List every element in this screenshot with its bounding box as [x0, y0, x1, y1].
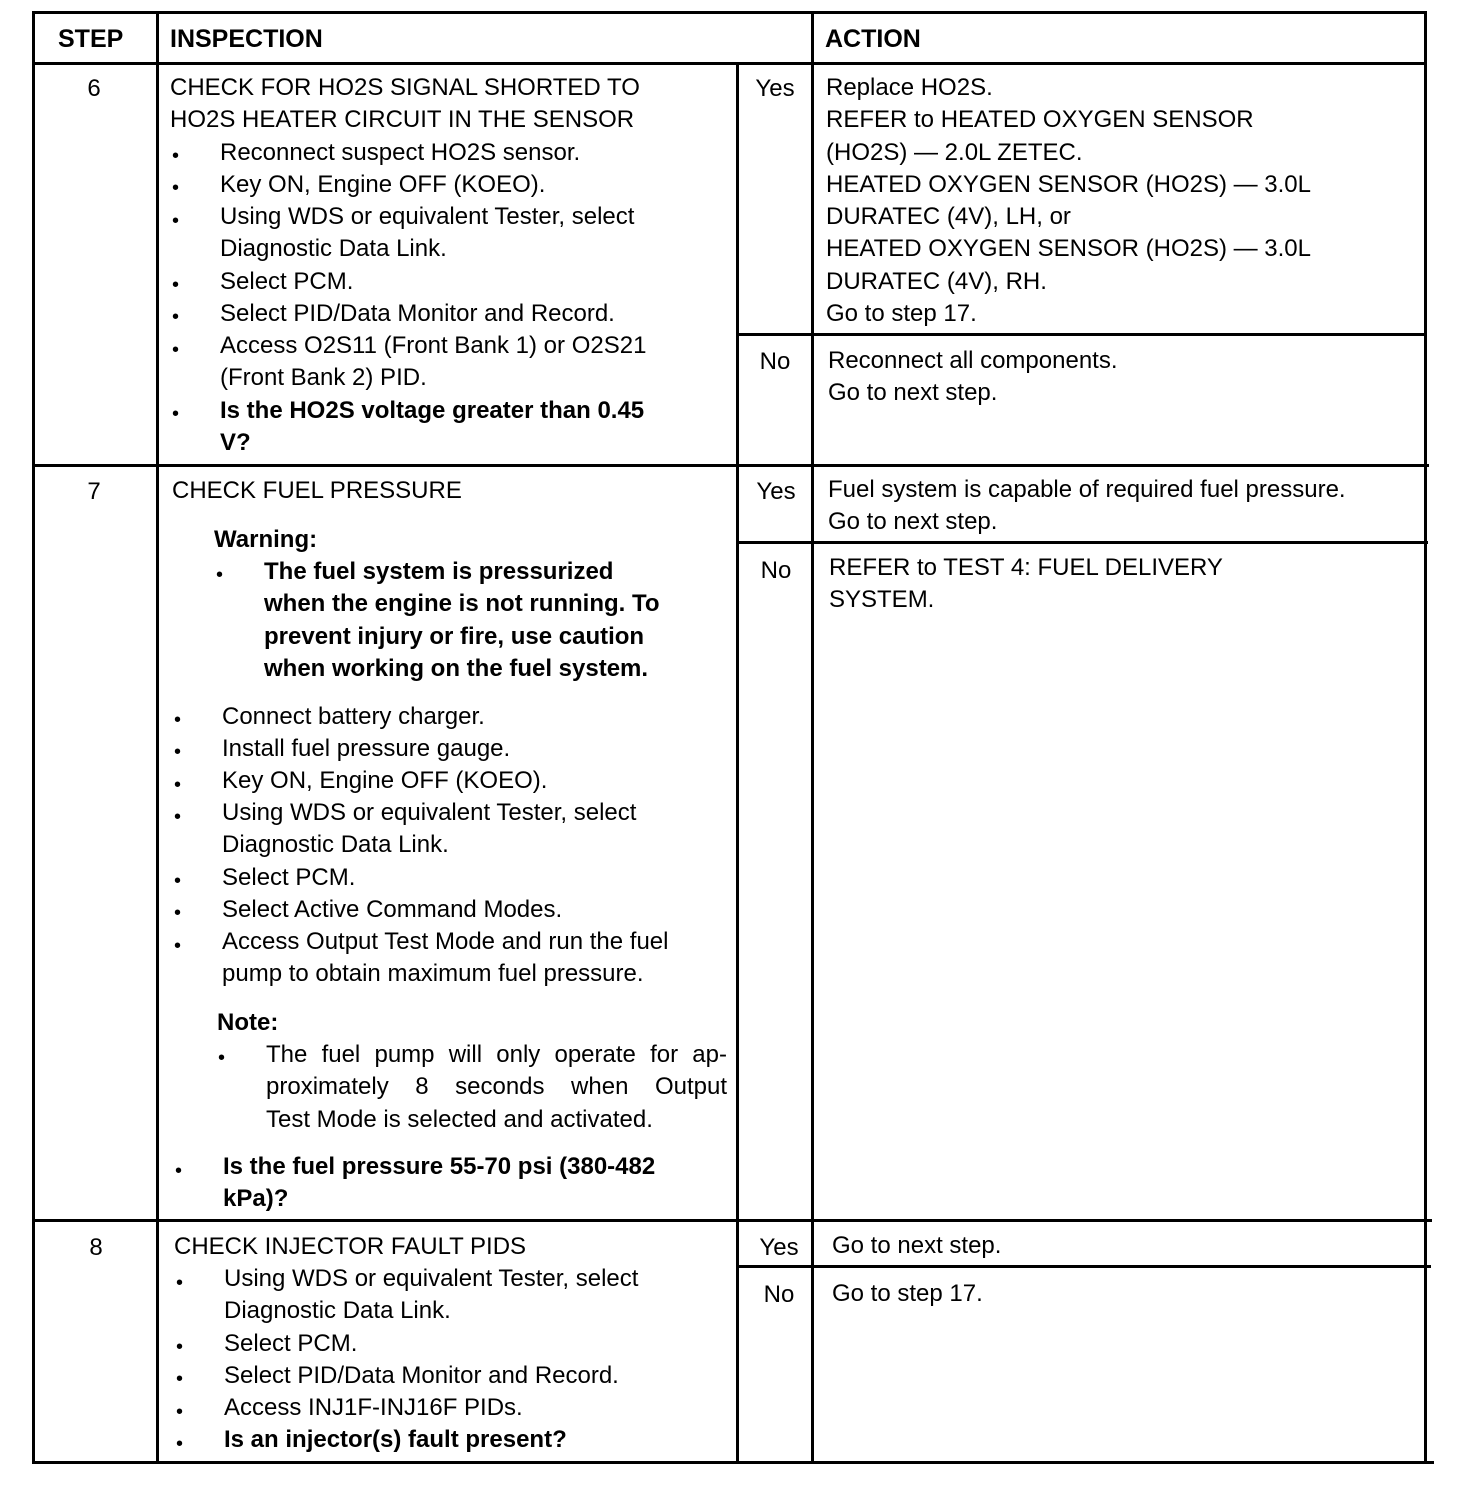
inspection-bullet: Access INJ1F-INJ16F PIDs. [224, 1394, 523, 1421]
note-label: Note: [217, 1009, 279, 1036]
step6-yes-no-divider [737, 333, 1427, 336]
step-title [170, 72, 640, 137]
action-line: HEATED OXYGEN SENSOR (HO2S) — 3.0L [826, 170, 1312, 198]
bullet-icon: • [174, 806, 182, 828]
bullet-line: Access Output Test Mode and run the fuel [222, 928, 669, 955]
inspection-bullet: Select PCM. [220, 268, 354, 295]
step8-yes-no-divider [739, 1265, 1431, 1268]
action-line: Reconnect all components. [828, 347, 1118, 374]
bullet-icon: • [174, 935, 182, 957]
bullet-icon: • [218, 1047, 226, 1069]
yesno-column-divider [736, 62, 739, 1464]
action-line: REFER to HEATED OXYGEN SENSOR [826, 106, 1254, 134]
note-line: Test Mode is selected and activated. [266, 1105, 653, 1133]
no-action [828, 345, 1118, 410]
bullet-icon: • [172, 274, 180, 296]
action-line: Fuel system is capable of required fuel pressure. [828, 476, 1346, 503]
bullet-line: Diagnostic Data Link. [224, 1297, 451, 1325]
step-number: 7 [87, 478, 101, 505]
header-divider [32, 62, 1427, 65]
header-action: ACTION [825, 25, 921, 53]
bullet-icon: • [176, 1433, 184, 1455]
action-line: (HO2S) — 2.0L ZETEC. [826, 138, 1083, 166]
step-number: 8 [89, 1234, 103, 1261]
inspection-bullet [222, 926, 668, 991]
table-border-top [32, 11, 1425, 14]
bullet-icon: • [174, 709, 182, 731]
yes-label: Yes [755, 75, 795, 102]
step-title-line: HO2S HEATER CIRCUIT IN THE SENSOR [170, 106, 635, 134]
no-action: Go to step 17. [832, 1280, 983, 1307]
step7-yes-no-divider [738, 541, 1428, 544]
yes-action: Go to next step. [832, 1232, 1002, 1259]
bullet-icon: • [175, 1160, 183, 1182]
inspection-bullet: Select PID/Data Monitor and Record. [220, 300, 615, 327]
bullet-line: Is the HO2S voltage greater than 0.45 [220, 397, 645, 424]
bullet-icon: • [176, 1272, 184, 1294]
no-label: No [763, 1281, 795, 1308]
no-label: No [759, 348, 791, 375]
warning-line: when the engine is not running. To [264, 590, 660, 618]
bullet-icon: • [172, 403, 180, 425]
no-action [829, 552, 1223, 617]
note-line: The fuel pump will only operate for ap- [266, 1041, 727, 1068]
table-border-right [1424, 11, 1427, 1464]
bullet-icon: • [174, 774, 182, 796]
header-step: STEP [58, 25, 124, 53]
question-line: Is the fuel pressure 55-70 psi (380-482 [223, 1153, 656, 1180]
inspection-bullet: Select PCM. [222, 864, 356, 891]
bullet-line: (Front Bank 2) PID. [220, 364, 427, 392]
action-line: REFER to TEST 4: FUEL DELIVERY [829, 554, 1223, 581]
bullet-icon: • [176, 1401, 184, 1423]
bullet-icon: • [174, 870, 182, 892]
yes-label: Yes [756, 478, 796, 505]
inspection-question: Is an injector(s) fault present? [224, 1426, 567, 1453]
bullet-line: Access O2S11 (Front Bank 1) or O2S21 [220, 332, 647, 359]
action-line: Go to next step. [828, 508, 998, 536]
step-number: 6 [87, 75, 101, 102]
inspection-bullet: Select PCM. [224, 1330, 358, 1357]
bullet-icon: • [172, 339, 180, 361]
warning-line: The fuel system is pressurized [264, 558, 614, 585]
inspection-bullet: Key ON, Engine OFF (KOEO). [222, 767, 548, 794]
bullet-line: Diagnostic Data Link. [222, 831, 449, 859]
inspection-bullet [222, 797, 636, 862]
row-divider-7-8 [34, 1219, 1432, 1222]
table-border-bottom [34, 1461, 1434, 1464]
inspection-bullet [224, 1263, 638, 1328]
step-title-line: CHECK FOR HO2S SIGNAL SHORTED TO [170, 74, 640, 101]
note-line: proximately 8 seconds when Output [266, 1073, 727, 1101]
inspection-bullet: Key ON, Engine OFF (KOEO). [220, 171, 546, 198]
table-border-left [32, 11, 35, 1464]
bullet-icon: • [172, 177, 180, 199]
bullet-icon: • [174, 741, 182, 763]
inspection-question [220, 395, 644, 460]
inspection-bullet: Connect battery charger. [222, 703, 485, 730]
step-title: CHECK FUEL PRESSURE [172, 477, 462, 504]
warning-text [264, 556, 660, 685]
bullet-line: Using WDS or equivalent Tester, select [224, 1265, 639, 1292]
inspection-question [223, 1151, 655, 1216]
note-text [266, 1039, 727, 1136]
warning-line: when working on the fuel system. [264, 654, 649, 682]
inspection-bullet: Reconnect suspect HO2S sensor. [220, 139, 581, 166]
step-title: CHECK INJECTOR FAULT PIDS [174, 1233, 527, 1260]
bullet-icon: • [216, 564, 224, 586]
bullet-line: Diagnostic Data Link. [220, 235, 447, 263]
inspection-bullet: Install fuel pressure gauge. [222, 735, 511, 762]
action-line: DURATEC (4V), RH. [826, 267, 1047, 295]
warning-label: Warning: [214, 526, 318, 553]
yes-label: Yes [759, 1234, 799, 1261]
action-line: DURATEC (4V), LH, or [826, 203, 1071, 231]
no-label: No [760, 557, 792, 584]
action-line: HEATED OXYGEN SENSOR (HO2S) — 3.0L [826, 235, 1312, 263]
bullet-icon: • [172, 210, 180, 232]
bullet-icon: • [172, 306, 180, 328]
bullet-line: pump to obtain maximum fuel pressure. [222, 960, 644, 988]
bullet-icon: • [174, 902, 182, 924]
yes-action [828, 474, 1346, 539]
yes-action [826, 72, 1311, 330]
action-line: Go to next step. [828, 379, 998, 407]
step-column-divider [156, 11, 159, 1464]
bullet-icon: • [176, 1336, 184, 1358]
bullet-line: Using WDS or equivalent Tester, select [222, 799, 637, 826]
action-line: Go to step 17. [826, 300, 977, 328]
bullet-icon: • [176, 1368, 184, 1390]
action-line: Replace HO2S. [826, 74, 993, 101]
inspection-bullet [220, 330, 646, 395]
bullet-icon: • [172, 145, 180, 167]
inspection-bullet [220, 201, 634, 266]
warning-line: prevent injury or fire, use caution [264, 622, 645, 650]
row-divider-6-7 [33, 464, 1429, 467]
bullet-line: V? [220, 429, 251, 457]
action-line: SYSTEM. [829, 586, 935, 614]
question-line: kPa)? [223, 1185, 289, 1213]
inspection-bullet: Select PID/Data Monitor and Record. [224, 1362, 619, 1389]
bullet-line: Using WDS or equivalent Tester, select [220, 203, 635, 230]
header-inspection: INSPECTION [170, 25, 323, 53]
inspection-bullet: Select Active Command Modes. [222, 896, 563, 923]
